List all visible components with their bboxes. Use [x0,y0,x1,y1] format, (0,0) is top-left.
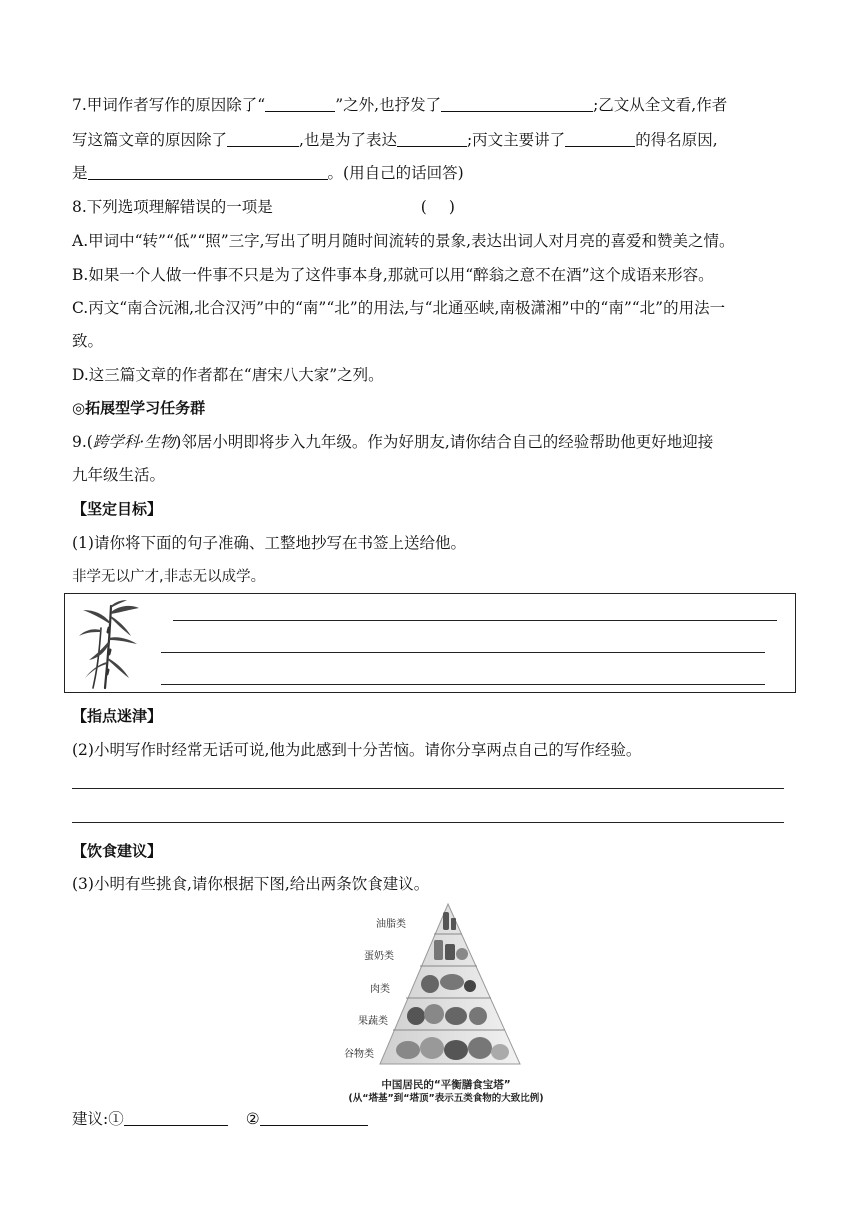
q8-option-c-line-1: C.丙文“南合沅湘,北合汉沔”中的“南”“北”的用法,与“北通巫峡,南极潇湘”中的“南”“北”的用法一 [72,299,726,317]
pyramid-level-label: 谷物类 [344,1049,374,1060]
q8-option-b: B.如果一个人做一件事不只是为了这件事本身,那就可以用“醉翁之意不在酒”这个成语来形容。 [72,266,714,284]
q7-blank-4[interactable] [397,130,467,147]
q7-text: 是 [72,164,88,182]
q7-line-2 [72,129,718,151]
bamboo-ink-painting-icon [75,598,145,690]
part1-prompt: (1)请你将下面的句子准确、工整地抄写在书签上送给他。 [72,534,466,552]
suggestion-blank-1[interactable] [124,1109,228,1126]
q7-text: 7.甲词作者写作的原因除了“ [72,96,266,114]
q9-intro-line-1 [72,431,713,453]
bookmark-box [64,593,796,693]
q7-blank-6[interactable] [88,163,328,180]
pyramid-caption-subtitle: (从“塔基”到“塔顶”表示五类食物的大致比例) [348,1093,544,1104]
q7-blank-5[interactable] [565,130,635,147]
q9-prefix: 9.( [72,433,93,451]
part1-sentence: 非学无以广才,非志无以成学。 [72,569,266,585]
pyramid-caption-title: 中国居民的“平衡膳食宝塔” [381,1079,511,1091]
pyramid-level-label: 油脂类 [376,919,406,930]
food-pyramid [330,900,560,1105]
q7-text: 写这篇文章的原因除了 [72,131,228,149]
q8-answer-paren-open: ( [420,198,427,216]
pyramid-level-label: 肉类 [370,984,390,995]
part3-heading: 【饮食建议】 [72,842,163,860]
q9-intro-text: )邻居小明即将步入九年级。作为好朋友,请你结合自己的经验帮助他更好地迎接 [175,433,714,451]
pyramid-level-label: 蛋奶类 [364,951,394,962]
q8-option-d: D.这三篇文章的作者都在“唐宋八大家”之列。 [72,366,384,384]
q7-line-1 [72,94,727,116]
suggestion-label-1: 建议:① [72,1110,124,1128]
q7-text: ”之外,也抒发了 [335,96,442,114]
part3-prompt: (3)小明有些挑食,请你根据下图,给出两条饮食建议。 [72,875,430,893]
q8-option-c-line-2: 致。 [72,332,104,350]
q7-line-3 [72,162,464,184]
q8-stem-text: 8.下列选项理解错误的一项是 [72,198,273,216]
q7-text: 。(用自己的话回答) [327,164,464,182]
answer-line-2[interactable] [72,822,784,823]
q8-answer-paren-close: ) [448,198,455,216]
pyramid-level-label: 果蔬类 [358,1016,388,1027]
section-title: ◎拓展型学习任务群 [72,399,206,417]
suggestion-label-2: ② [245,1110,260,1128]
q9-subject-tag: 跨学科·生物 [92,433,176,451]
q7-text: 的得名原因, [635,131,718,149]
q9-intro-line-2: 九年级生活。 [72,466,166,484]
bookmark-writing-line-3[interactable] [161,684,765,685]
q8-stem [72,196,455,218]
q7-blank-3[interactable] [227,130,299,147]
q7-blank-2[interactable] [441,95,593,112]
q7-text: ;乙文从全文看,作者 [593,96,728,114]
suggestion-blank-2[interactable] [260,1109,368,1126]
bookmark-writing-line-2[interactable] [161,652,765,653]
q7-text: ;丙文主要讲了 [466,131,566,149]
suggestion-row [72,1108,368,1130]
part1-heading: 【坚定目标】 [72,500,163,518]
part2-heading: 【指点迷津】 [72,707,163,725]
part2-prompt: (2)小明写作时经常无话可说,他为此感到十分苦恼。请你分享两点自己的写作经验。 [72,741,642,759]
answer-line-1[interactable] [72,788,784,789]
bookmark-writing-line-1[interactable] [173,620,777,621]
q8-option-a: A.甲词中“转”“低”“照”三字,写出了明月随时间流转的景象,表达出词人对月亮的喜爱和赞美之情。 [72,232,735,250]
q7-blank-1[interactable] [265,95,335,112]
q7-text: ,也是为了表达 [299,131,397,149]
